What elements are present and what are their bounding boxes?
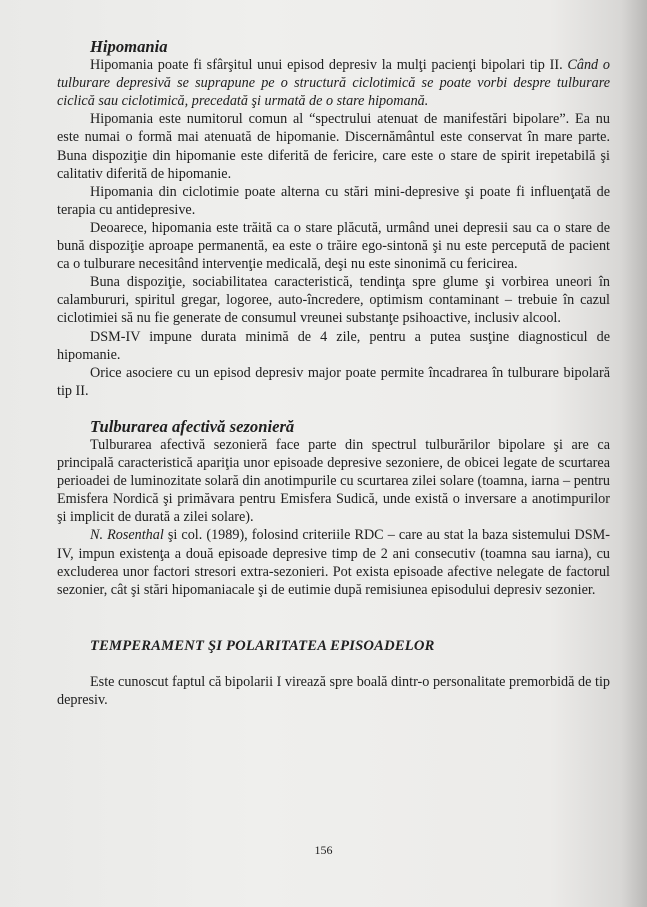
paragraph: [57, 183, 610, 219]
paragraph-text: Hipomania poate fi sfârşitul unui episod depresiv la mulţi pacienţi bipolari tip II.: [90, 57, 568, 74]
section-title-temperament: TEMPERAMENT ŞI POLARITATEA EPISOADELOR: [90, 637, 435, 654]
section-sezoniera-body: [57, 436, 610, 599]
italic-text: N. Rosenthal: [90, 527, 164, 544]
paragraph-text: Orice asociere cu un episod depresiv major poate permite încadrarea în tulburare bipolară tip II.: [57, 364, 610, 399]
paragraph: [57, 673, 610, 709]
paragraph-text: şi col. (1989), folosind criteriile RDC – care au stat la baza sistemului DSM-IV, impun existenţa a două episoade depresive timp de 2 ani consecutiv (toamna sau iarna), cu excluderea unor factori stresori extra-sezonieri. Pot exista episoade afective nelegate de factorul sezonier, cât şi stări hipomaniacale şi de eutimie după remisiunea episodului depresiv sezonier.: [57, 527, 610, 598]
paragraph: [57, 56, 610, 110]
section-temperament-body: [57, 673, 610, 709]
paragraph: [57, 110, 610, 182]
paragraph-text: Tulburarea afectivă sezonieră face parte din spectrul tulburărilor bipolare şi are ca principală caracteristică apariţia unor episoade depresive sezoniere, de obicei legate de scurtarea perioadei de luminozitate solară din anotimpurile cu scurtarea zilei solare (toamna, iarna – pentru Emisfera Nordică şi primăvara pentru Emisfera Sudică, unde există o inversare a anotimpurilor şi implicit de durată a zilei solare).: [57, 436, 610, 526]
paragraph: [57, 364, 610, 400]
section-hipomania-body: [57, 56, 610, 400]
paragraph: [57, 219, 610, 273]
paragraph: [57, 526, 610, 598]
heading-tulburarea-afectiva-sezoniera: Tulburarea afectivă sezonieră: [90, 416, 295, 436]
paragraph-text: Deoarece, hipomania este trăită ca o stare plăcută, urmând unei depresii sau ca o stare de bună dispoziţie aproape permanentă, ea este o trăire ego-sintonă şi nu este percepută de pacient ca o tulburare necesitând intervenţie medicală, deşi nu este sinonimă cu fericirea.: [57, 219, 610, 273]
paragraph: [57, 436, 610, 526]
paragraph-text: Este cunoscut faptul că bipolarii I virează spre boală dintr-o personalitate premorbidă de tip depresiv.: [57, 673, 610, 708]
italic-text: Când o tulburare depresivă se suprapune pe o structură ciclotimică se poate vorbi despre tulburare ciclică sau ciclotimică, precedată şi urmată de o stare hipomană.: [57, 57, 610, 110]
paragraph-text: Hipomania din ciclotimie poate alterna cu stări mini-depresive şi poate fi influenţată de terapia cu antidepresive.: [57, 183, 610, 218]
page-number: 156: [314, 843, 333, 857]
paragraph-text: Hipomania este numitorul comun al “spectrului atenuat de manifestări bipolare”. Ea nu este numai o formă mai atenuată de hipomanie. Discernământul este conservat în mare parte. Buna dispoziţie din hipomanie este diferită de fericire, care este o stare de spirit irepetabilă şi calitativ diferită de hipomanie.: [57, 111, 610, 182]
paragraph-text: Buna dispoziţie, sociabilitatea caracteristică, tendinţa spre glume şi vorbirea uneori în calambururi, spiritul gregar, logoree, auto-încredere, optimism contaminant – trebuie în cazul ciclotimiei să nu fie generate de consumul vreunei substanţe psihoactive, inclusiv alcool.: [57, 274, 610, 327]
heading-hipomania: Hipomania: [90, 37, 168, 56]
page-content: [57, 38, 610, 709]
paragraph: [57, 328, 610, 364]
paragraph: [57, 273, 610, 327]
paragraph-text: DSM-IV impune durata minimă de 4 zile, pentru a putea susţine diagnosticul de hipomanie.: [57, 328, 610, 363]
